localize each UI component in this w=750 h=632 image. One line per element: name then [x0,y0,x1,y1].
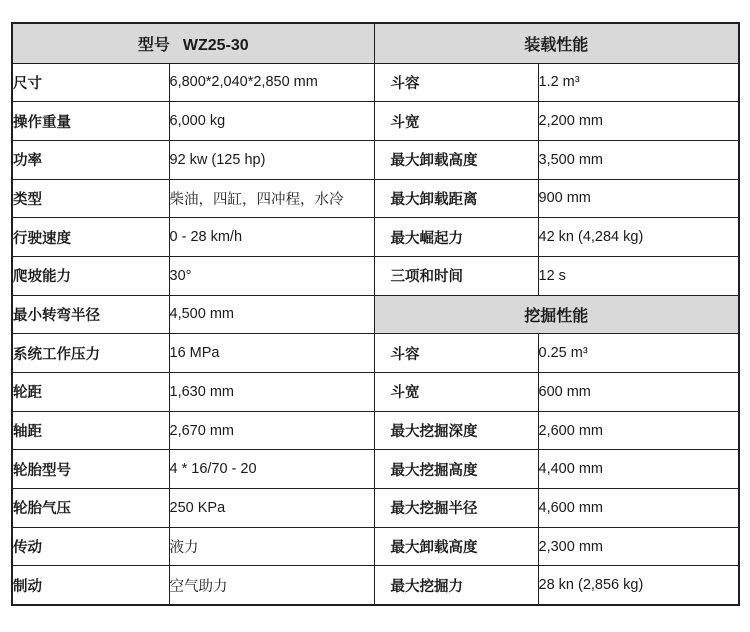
table-row [12,334,739,373]
spec-label: 轴距 [12,411,169,450]
table-row [12,527,739,566]
table-row [12,373,739,412]
spec-value: 30° [169,256,374,295]
spec-label: 斗宽 [374,102,538,141]
spec-value: 4,600 mm [538,489,739,528]
table-row [12,411,739,450]
table-row [12,179,739,218]
spec-label: 轮胎型号 [12,450,169,489]
spec-label: 轮胎气压 [12,489,169,528]
spec-value: 2,200 mm [538,102,739,141]
spec-value: 900 mm [538,179,739,218]
spec-label: 行驶速度 [12,218,169,257]
table-row [12,218,739,257]
spec-value: 1,630 mm [169,373,374,412]
model-label: 型号 [137,36,170,54]
spec-label: 制动 [12,566,169,605]
model-value: WZ25-30 [182,36,249,54]
spec-table-container [11,22,740,606]
spec-label: 最大卸载高度 [374,527,538,566]
spec-value: 柴油，四缸，四冲程，水冷 [169,179,374,218]
spec-value: 3,500 mm [538,140,739,179]
spec-value: 4,400 mm [538,450,739,489]
table-row [12,489,739,528]
spec-label: 爬坡能力 [12,256,169,295]
spec-label: 轮距 [12,373,169,412]
spec-value: 12 s [538,256,739,295]
spec-label: 最大崛起力 [374,218,538,257]
spec-label: 斗宽 [374,373,538,412]
table-row [12,450,739,489]
spec-label: 操作重量 [12,102,169,141]
section-header-digging: 挖掘性能 [374,295,739,334]
spec-value: 6,800*2,040*2,850 mm [169,63,374,102]
table-row [12,295,739,334]
spec-label: 功率 [12,140,169,179]
spec-label: 最大卸载高度 [374,140,538,179]
spec-value: 0.25 m³ [538,334,739,373]
spec-value: 4 * 16/70 - 20 [169,450,374,489]
table-row [12,256,739,295]
spec-label: 类型 [12,179,169,218]
spec-value: 空气助力 [169,566,374,605]
table-row [12,102,739,141]
spec-value: 液力 [169,527,374,566]
spec-label: 传动 [12,527,169,566]
spec-label: 最大挖掘高度 [374,450,538,489]
section-header-model [12,23,374,63]
spec-value: 42 kn (4,284 kg) [538,218,739,257]
spec-label: 尺寸 [12,63,169,102]
table-row [12,140,739,179]
spec-value: 1.2 m³ [538,63,739,102]
spec-value: 6,000 kg [169,102,374,141]
spec-value: 2,670 mm [169,411,374,450]
spec-label: 三项和时间 [374,256,538,295]
spec-value: 92 kw (125 hp) [169,140,374,179]
spec-value: 28 kn (2,856 kg) [538,566,739,605]
spec-label: 最大挖掘深度 [374,411,538,450]
spec-label: 最大挖掘力 [374,566,538,605]
table-row [12,63,739,102]
spec-label: 系统工作压力 [12,334,169,373]
spec-label: 斗容 [374,334,538,373]
spec-label: 最大挖掘半径 [374,489,538,528]
section-header-loading: 装载性能 [374,23,739,63]
spec-label: 最小转弯半径 [12,295,169,334]
spec-label: 最大卸载距离 [374,179,538,218]
spec-value: 600 mm [538,373,739,412]
spec-value: 16 MPa [169,334,374,373]
spec-value: 4,500 mm [169,295,374,334]
spec-value: 2,300 mm [538,527,739,566]
spec-label: 斗容 [374,63,538,102]
spec-table [11,22,740,606]
table-row [12,566,739,605]
spec-value: 0 - 28 km/h [169,218,374,257]
spec-value: 2,600 mm [538,411,739,450]
table-header-row [12,23,739,63]
spec-value: 250 KPa [169,489,374,528]
